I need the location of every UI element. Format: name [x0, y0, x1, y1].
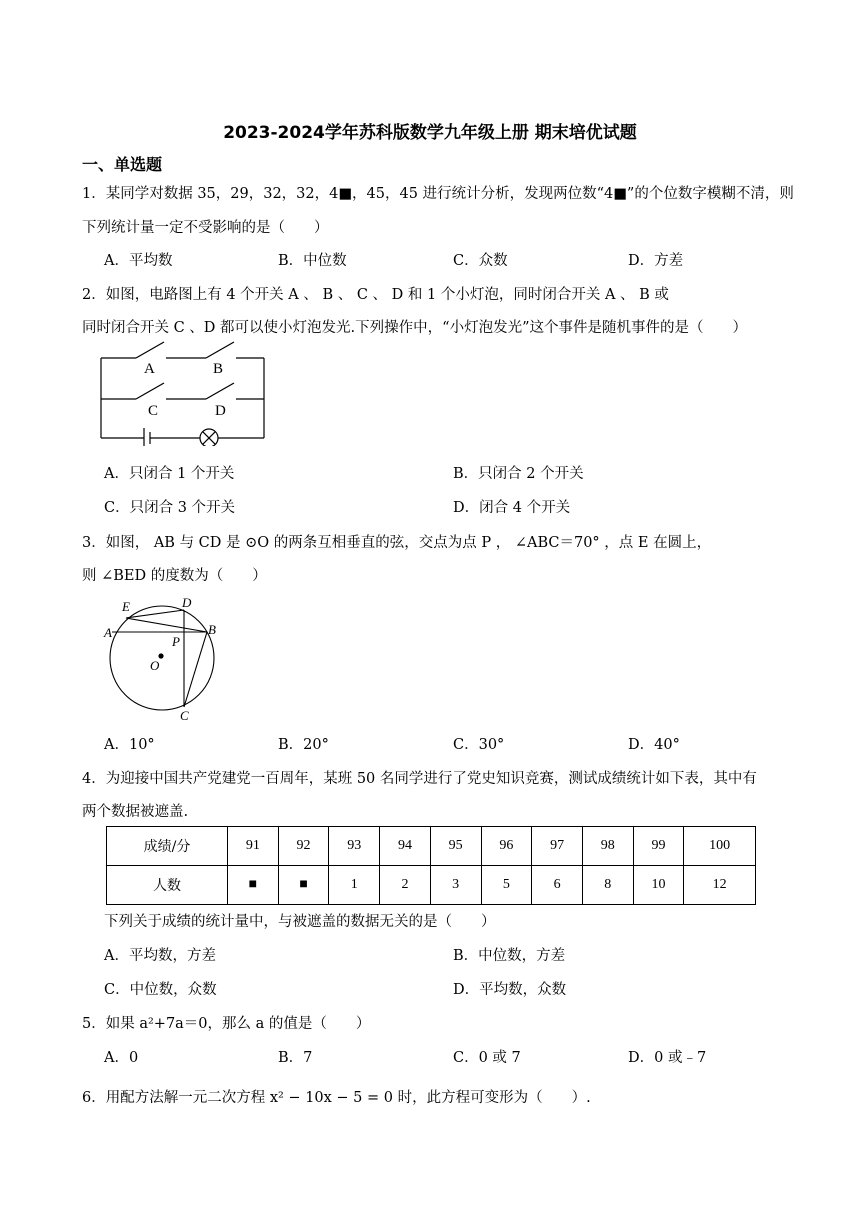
q3-stem-line1: 3．如图， AB 与 CD 是 ⊙O 的两条互相垂直的弦，交点为点 P ， ∠ABC＝70° ，点 E 在圆上，	[82, 535, 712, 551]
q2-option-b[interactable]: B．只闭合 2 个开关	[453, 466, 584, 482]
q2-option-c[interactable]: C．只闭合 3 个开关	[104, 500, 236, 516]
q5-option-c[interactable]: C．0 或 7	[453, 1050, 521, 1066]
table-cell: 92	[278, 827, 329, 866]
point-e-label: E	[122, 599, 130, 614]
q3-option-c[interactable]: C．30°	[453, 737, 505, 753]
q1-option-a[interactable]: A．平均数	[104, 253, 173, 269]
switch-d-label: D	[215, 403, 226, 419]
q3-option-b[interactable]: B．20°	[278, 737, 329, 753]
q4-stem-line1: 4．为迎接中国共产党建党一百周年，某班 50 名同学进行了党史知识竞赛，测试成绩统计如下表，其中有	[82, 771, 757, 787]
table-cell: 3	[430, 866, 481, 905]
table-cell: 8	[582, 866, 633, 905]
q1-option-b[interactable]: B．中位数	[278, 253, 347, 269]
switch-a-label: A	[144, 361, 155, 377]
q2-option-d[interactable]: D．闭合 4 个开关	[453, 500, 571, 516]
circuit-diagram	[96, 334, 272, 446]
table-cell: 成绩/分	[107, 827, 228, 866]
table-cell: 93	[329, 827, 380, 866]
q4-option-c[interactable]: C．中位数，众数	[104, 982, 217, 998]
table-cell: 2	[380, 866, 431, 905]
switch-c-label: C	[148, 403, 159, 419]
table-cell: 5	[481, 866, 532, 905]
table-cell: 95	[430, 827, 481, 866]
q1-stem-line1: 1．某同学对数据 35，29，32，32，4■，45，45 进行统计分析，发现两位数“4■”的个位数字模糊不清，则	[82, 186, 794, 202]
q4-stem-line3: 下列关于成绩的统计量中，与被遮盖的数据无关的是（ ）	[104, 914, 496, 930]
q5-option-d[interactable]: D．0 或﹣7	[628, 1050, 707, 1066]
table-cell: 98	[582, 827, 633, 866]
table-cell: ■	[228, 866, 279, 905]
point-b-label: B	[208, 622, 216, 637]
circle-diagram	[100, 594, 230, 722]
page-title: 2023-2024学年苏科版数学九年级上册 期末培优试题	[223, 123, 637, 143]
switch-b-label: B	[213, 361, 224, 377]
q3-option-d[interactable]: D．40°	[628, 737, 680, 753]
q3-stem-line2: 则 ∠BED 的度数为（ ）	[82, 568, 267, 584]
table-cell: 人数	[107, 866, 228, 905]
q1-option-c[interactable]: C．众数	[453, 253, 508, 269]
point-c-label: C	[180, 708, 189, 722]
point-a-label: A	[104, 625, 112, 640]
q4-stem-line2: 两个数据被遮盖.	[82, 804, 189, 820]
q4-option-a[interactable]: A．平均数，方差	[104, 948, 216, 964]
table-cell: 97	[532, 827, 583, 866]
table-cell: 6	[532, 866, 583, 905]
table-cell: 10	[633, 866, 684, 905]
point-d-label: D	[182, 595, 192, 610]
q5-option-a[interactable]: A．0	[104, 1050, 139, 1066]
q2-option-a[interactable]: A．只闭合 1 个开关	[104, 466, 235, 482]
table-cell: 99	[633, 827, 684, 866]
point-p-label: P	[172, 634, 180, 649]
q5-stem: 5．如果 a²+7a＝0，那么 a 的值是（ ）	[82, 1016, 371, 1032]
q3-option-a[interactable]: A．10°	[104, 737, 155, 753]
point-o-label: O	[150, 658, 160, 673]
q1-stem-line2: 下列统计量一定不受影响的是（ ）	[82, 220, 329, 236]
q5-option-b[interactable]: B．7	[278, 1050, 313, 1066]
table-cell: 96	[481, 827, 532, 866]
table-row	[107, 827, 756, 866]
table-cell: 12	[684, 866, 756, 905]
q6-stem: 6．用配方法解一元二次方程 x² − 10x − 5 = 0 时，此方程可变形为（ ）.	[82, 1090, 591, 1106]
q2-stem-line2: 同时闭合开关 C 、D 都可以使小灯泡发光.下列操作中，“小灯泡发光”这个事件是随机事件的是（ ）	[82, 320, 747, 336]
section-heading: 一、单选题	[82, 155, 163, 174]
table-row	[107, 866, 756, 905]
q2-stem-line1: 2．如图，电路图上有 4 个开关 A 、 B 、 C 、 D 和 1 个小灯泡，同时闭合开关 A 、 B 或	[82, 287, 669, 303]
table-cell: ■	[278, 866, 329, 905]
score-table	[106, 826, 756, 905]
table-cell: 94	[380, 827, 431, 866]
table-cell: 100	[684, 827, 756, 866]
table-cell: 1	[329, 866, 380, 905]
table-cell: 91	[228, 827, 279, 866]
q1-option-d[interactable]: D．方差	[628, 253, 684, 269]
q4-option-b[interactable]: B．中位数，方差	[453, 948, 566, 964]
q4-option-d[interactable]: D．平均数，众数	[453, 982, 567, 998]
